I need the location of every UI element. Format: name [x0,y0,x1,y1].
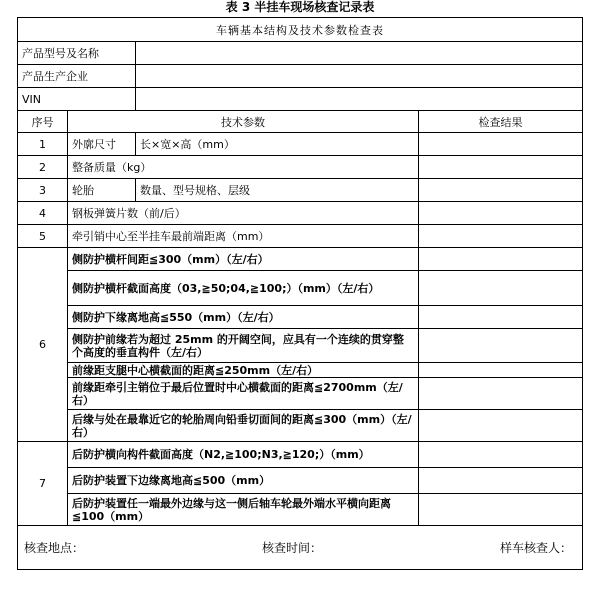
signoff-bar [18,539,582,556]
row-4-num: 4 [18,202,68,225]
row-7-item: 后防护装置任一端最外边缘与这一侧后轴车轮最外端水平横向距离≦100（mm） [68,494,419,526]
row-5-text: 牵引销中心至半挂车最前端距离（mm） [68,225,419,248]
row-5-num: 5 [18,225,68,248]
row-2-text: 整备质量（kg） [68,156,419,179]
row-6-result[interactable] [419,363,583,378]
row-6-result[interactable] [419,271,583,306]
row-6-result[interactable] [419,410,583,442]
row-6-item: 侧防护下缘离地高≦550（mm）（左/右） [68,306,419,329]
vin-value-field[interactable] [136,88,583,111]
header-param: 技术参数 [68,111,419,133]
row-7-item: 后防护横向构件截面高度（N2,≧100;N3,≧120;）（mm） [68,442,419,468]
row-6-result[interactable] [419,329,583,363]
row-6-item: 侧防护横杆截面高度（03,≧50;04,≧100;）（mm）（左/右） [68,271,419,306]
row-3-result[interactable] [419,179,583,202]
row-5-result[interactable] [419,225,583,248]
row-4-result[interactable] [419,202,583,225]
maker-label: 产品生产企业 [18,65,136,88]
page-title: 车辆基本结构及技术参数检查表 [18,18,583,42]
row-6-result[interactable] [419,378,583,410]
inspection-time-label: 核查时间： [261,541,322,555]
row-6-item: 前缘距牵引主销位于最后位置时中心横截面的距离≦2700mm（左/右） [68,378,419,410]
inspection-place-label: 核查地点： [24,541,85,555]
row-6-item: 后缘与处在最靠近它的轮胎周向铅垂切面间的距离≦300（mm）（左/右） [68,410,419,442]
model-value-field[interactable] [136,42,583,65]
row-3-detail: 数量、型号规格、层级 [136,179,419,202]
row-6-result[interactable] [419,306,583,329]
vin-label: VIN [18,88,136,111]
row-3-label: 轮胎 [68,179,136,202]
maker-value-field[interactable] [136,65,583,88]
inspection-table [17,17,583,570]
row-7-result[interactable] [419,494,583,526]
row-2-num: 2 [18,156,68,179]
row-6-item: 侧防护横杆间距≦300（mm）（左/右） [68,248,419,271]
row-1-detail: 长×宽×高（mm） [136,133,419,156]
row-6-num: 6 [18,248,68,442]
row-1-result[interactable] [419,133,583,156]
row-6-item: 前缘距支腿中心横截面的距离≦250mm（左/右） [68,363,419,378]
row-7-num: 7 [18,442,68,526]
row-2-result[interactable] [419,156,583,179]
row-4-text: 钢板弹簧片数（前/后） [68,202,419,225]
header-result: 检查结果 [419,111,583,133]
model-label: 产品型号及名称 [18,42,136,65]
header-seq: 序号 [18,111,68,133]
row-6-result[interactable] [419,248,583,271]
row-6-item: 侧防护前缘若为超过 25mm 的开阔空间，应具有一个连续的贯穿整个高度的垂直构件（左/右） [68,329,419,363]
row-3-num: 3 [18,179,68,202]
row-7-result[interactable] [419,442,583,468]
table-caption: 表 3 半挂车现场核查记录表 [225,0,375,14]
row-1-num: 1 [18,133,68,156]
inspector-label: 样车核查人： [499,541,572,555]
row-7-item: 后防护装置下边缘离地高≦500（mm） [68,468,419,494]
row-1-label: 外廓尺寸 [68,133,136,156]
row-7-result[interactable] [419,468,583,494]
